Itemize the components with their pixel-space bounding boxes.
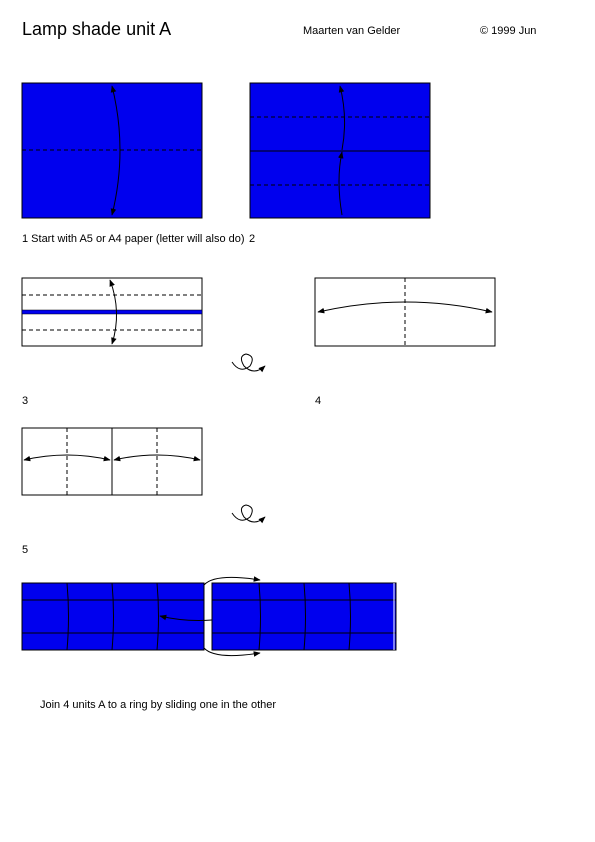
- page-title: Lamp shade unit A: [22, 19, 172, 39]
- turn-over-icon: [232, 354, 265, 371]
- step5-unit-right: [212, 583, 396, 650]
- step2-number: 2: [249, 233, 256, 245]
- step3-sheet: [315, 278, 495, 346]
- author-name: Maarten van Gelder: [303, 25, 401, 37]
- step2-sheet: [22, 278, 202, 346]
- step1-sheet-left: [22, 83, 202, 218]
- step1-caption: 1 Start with A5 or A4 paper (letter will also do): [22, 233, 245, 245]
- step4-number: 4: [315, 395, 322, 407]
- step4-sheet: [22, 428, 202, 495]
- step5-unit-left: [22, 583, 204, 650]
- step5-number: 5: [22, 544, 29, 556]
- copyright-notice: © 1999 Jun: [480, 25, 537, 37]
- footer-instruction: Join 4 units A to a ring by sliding one in the other: [40, 699, 277, 711]
- turn-over-icon: [232, 505, 265, 522]
- step3-number: 3: [22, 395, 29, 407]
- step1-sheet-right: [250, 83, 430, 218]
